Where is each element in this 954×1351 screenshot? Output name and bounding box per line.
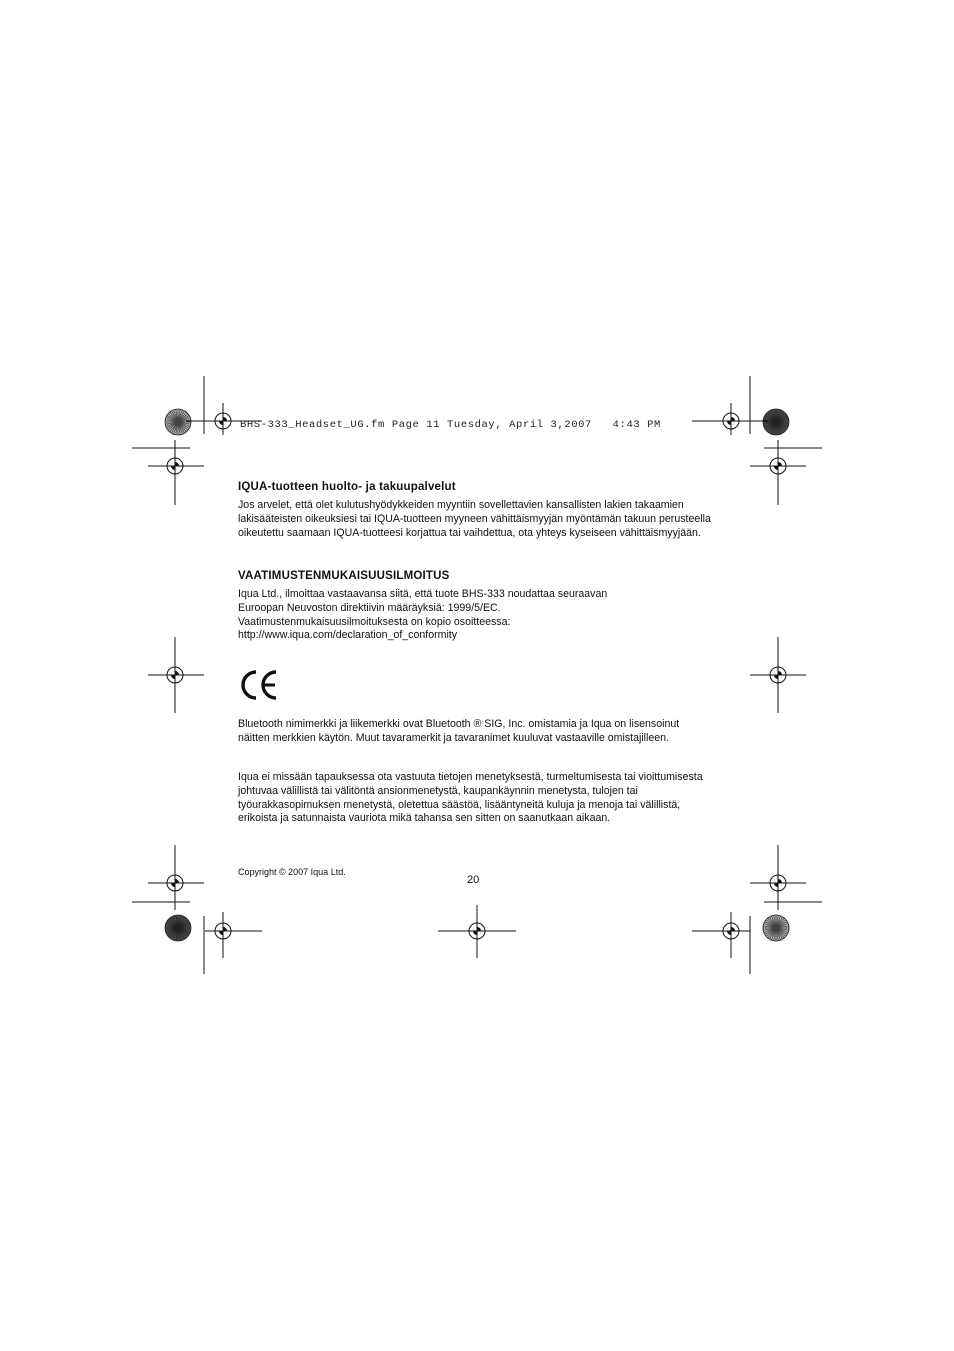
section-title: IQUA-tuotteen huolto- ja takuupalvelut	[238, 481, 456, 493]
star-target-icon	[165, 915, 191, 941]
section-declaration-conformity	[238, 570, 713, 643]
section-body-line: Vaatimustenmukaisuusilmoituksesta on kopio osoitteessa:	[238, 615, 511, 628]
section-body: Jos arvelet, että olet kulutushyödykkeiden myyntiin sovellettavien kansallisten lakien takaamien lakisääteisten oikeuksiesi tai IQUA-tuotteen myyneen vähittäismyyjän myöntämän takuun perusteella oikeutettu saamaan IQUA-tuotteesi korjattua tai vaihdettua, ota yhteys kyseiseen vähittäismyyjään.	[238, 499, 711, 539]
paragraph-text: Bluetooth nimimerkki ja liikemerkki ovat Bluetooth ® SIG, Inc. omistamia ja Iqua on lisensoinut näitten merkkien käytön. Muut tavaramerkit ja tavaranimet kuuluvat vastaaville omistajilleen.	[238, 718, 680, 744]
section-body-line: Euroopan Neuvoston direktiivin määräyksiä: 1999/5/EC.	[238, 601, 501, 614]
section-body-line: Iqua Ltd., ilmoittaa vastaavansa siitä, että tuote BHS-333 noudattaa seuraavan	[238, 588, 608, 600]
star-target-icon	[165, 409, 191, 435]
paragraph-liability	[238, 771, 713, 826]
section-service-warranty	[238, 481, 713, 540]
star-target-icon	[763, 409, 789, 435]
paragraph-trademarks	[238, 718, 713, 746]
paragraph-text: Iqua ei missään tapauksessa ota vastuuta tietojen menetyksestä, turmeltumisesta tai vioittumisesta johtuvaa välillistä tai välitöntä ansionmenetystä, kaupankäynnin menetysta, tulojen tai työurakkasopimuksen menetystä, oletettua säästöä, lisääntyneitä kuluja ja menoja tai välillistä, erikoista ja satunnaista vauriota mikä tahansa sen sitten on saanutkaan aikaan.	[238, 771, 703, 825]
running-header: BHS-333_Headset_UG.fm Page 11 Tuesday, April 3,2007 4:43 PM	[240, 419, 661, 431]
section-title: VAATIMUSTENMUKAISUUSILMOITUS	[238, 570, 450, 582]
ce-mark-icon	[238, 669, 280, 706]
copyright-notice: Copyright © 2007 Iqua Ltd.	[238, 867, 346, 877]
section-body-line: http://www.iqua.com/declaration_of_conformity	[238, 629, 458, 642]
star-target-icon	[763, 915, 789, 941]
page-number: 20	[467, 874, 480, 886]
